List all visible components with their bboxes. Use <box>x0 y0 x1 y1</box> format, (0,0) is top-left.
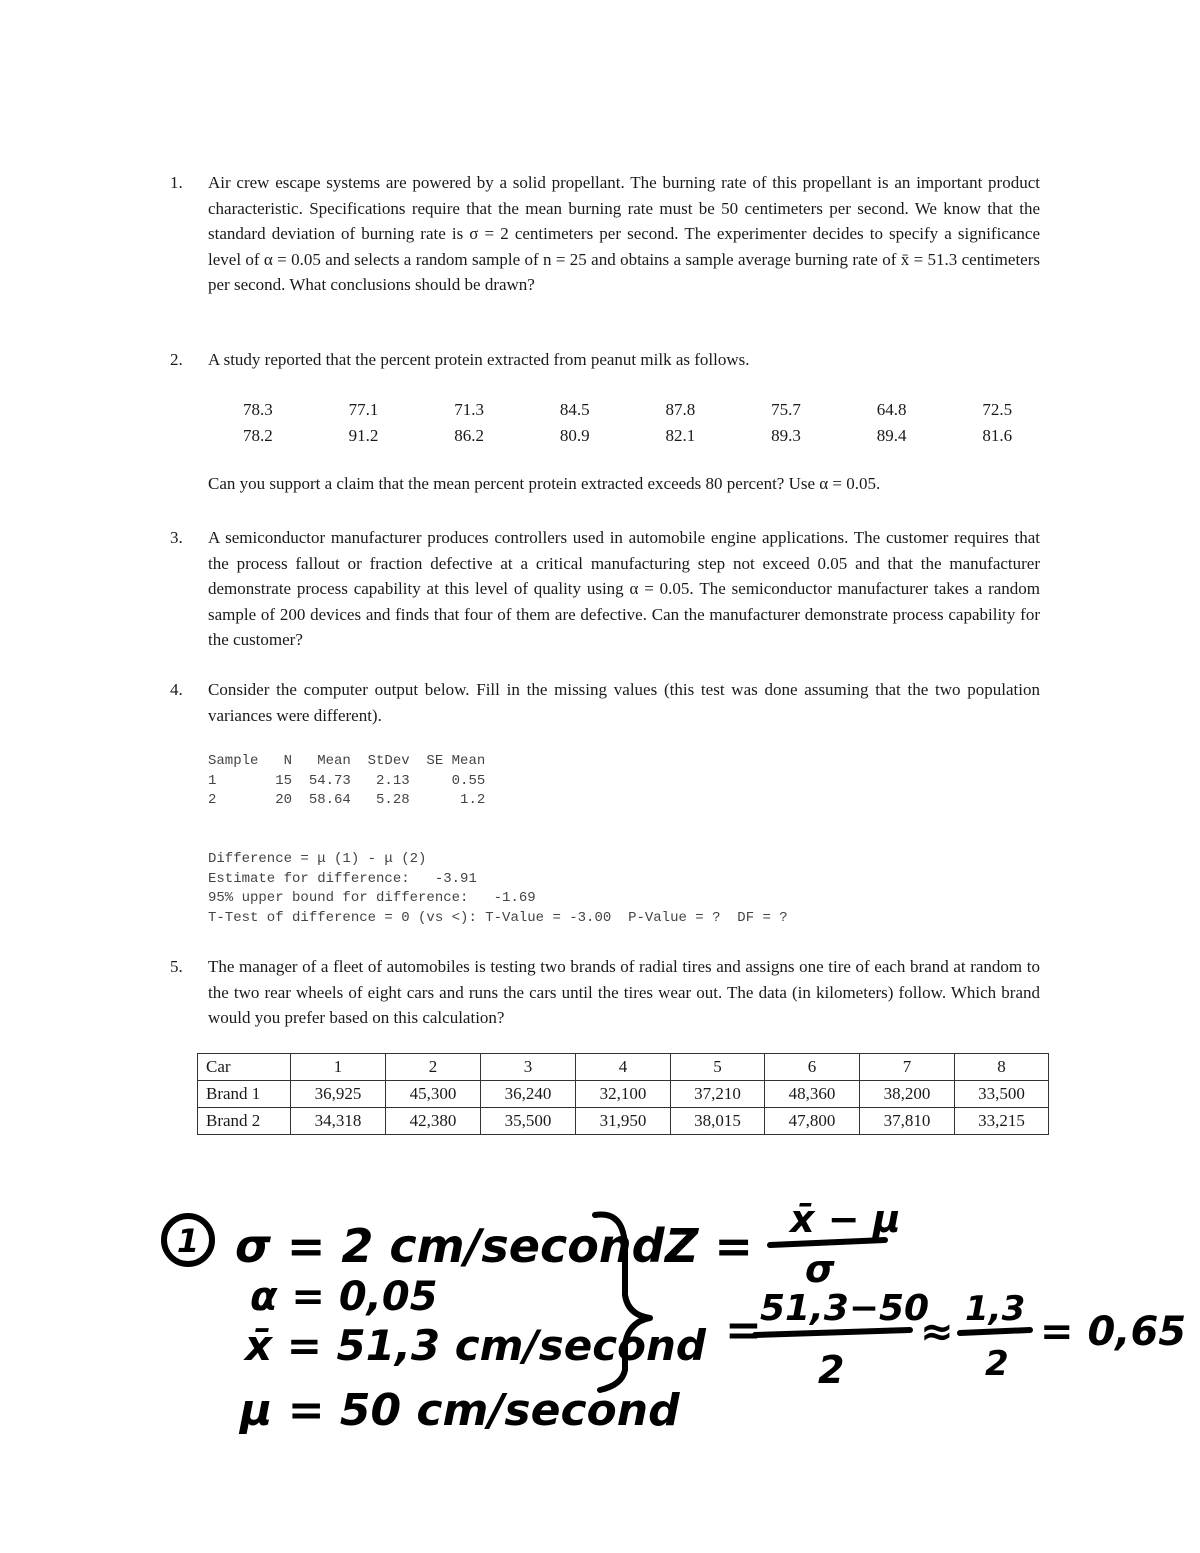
table-cell: 7 <box>860 1054 955 1081</box>
output-header: Sample N Mean StDev SE Mean <box>208 753 486 769</box>
question-2-followup: Can you support a claim that the mean percent protein extracted exceeds 80 percent? Use α = 0.05. <box>208 474 881 493</box>
question-text: A semiconductor manufacturer produces controllers used in automobile engine applications. The customer requires that the process fallout or fraction defective at a critical manufacturing step not exceed 0.05 and that the manufacturer demonstrate process capability at this level of quality using α = 0.05. The semiconductor manufacturer takes a random sample of 200 devices and finds that four of them are defective. Can the manufacturer demonstrate process capability for the customer? <box>208 528 1040 649</box>
step-fraction-bar <box>755 1330 910 1335</box>
table-cell: 87.8 <box>665 400 696 419</box>
table-cell: 37,810 <box>860 1108 955 1135</box>
output-row: 1 15 54.73 2.13 0.55 <box>208 772 486 789</box>
table-cell: 81.6 <box>982 426 1013 445</box>
fraction-numerator: 1,3 <box>965 1289 1026 1329</box>
table-cell: 78.3 <box>242 400 273 419</box>
table-cell: 80.9 <box>559 426 590 445</box>
step-denominator: 2 <box>818 1348 845 1392</box>
table-cell: 48,360 <box>765 1081 860 1108</box>
table-cell: 75.7 <box>771 400 801 419</box>
formula-denominator: σ <box>805 1247 835 1291</box>
table-cell: 1 <box>291 1054 386 1081</box>
circled-number-marker <box>164 1216 212 1264</box>
result-value: = 0,65 <box>1040 1309 1187 1355</box>
table-cell: 82.1 <box>665 426 696 445</box>
given-sigma: σ = 2 cm/second <box>235 1219 665 1273</box>
question-text: Air crew escape systems are powered by a solid propellant. The burning rate of this propellant is an important product characteristic. Specifications require that the mean burning rate must be 50 centimeters per second. We know that the standard deviation of burning rate is σ = 2 centimeters per second. The experimenter decides to specify a significance level of α = 0.05 and selects a random sample of n = 25 and obtains a sample average burning rate of x̄ = 51.3 centimeters per second. What conclusions should be drawn? <box>208 173 1040 294</box>
table-cell: 35,500 <box>481 1108 576 1135</box>
approx-sign: ≈ <box>920 1309 954 1355</box>
output-row: 2 20 58.64 5.28 1.2 <box>208 792 486 808</box>
step-numerator: 51,3−50 <box>760 1288 930 1329</box>
table-cell: 8 <box>955 1054 1049 1081</box>
output-line: Difference = μ (1) - μ (2) <box>208 851 427 867</box>
table-cell: 84.5 <box>559 400 590 419</box>
table-cell: 71.3 <box>454 400 484 419</box>
table-cell: 72.5 <box>982 400 1013 419</box>
fraction-denominator: 2 <box>985 1344 1009 1384</box>
question-number: 3. <box>170 528 183 547</box>
table-cell: 77.1 <box>348 400 379 419</box>
table-cell: 89.3 <box>771 426 801 445</box>
table-cell: 33,215 <box>955 1108 1049 1135</box>
formula-numerator: x̄ − μ <box>790 1197 901 1241</box>
output-line: T-Test of difference = 0 (vs <): T-Value = -3.00 P-Value = ? DF = ? <box>208 909 788 926</box>
question-number: 2. <box>170 350 183 369</box>
table-cell: 33,500 <box>955 1081 1049 1108</box>
question-text: Consider the computer output below. Fill in the missing values (this test was done assuming that the two population variances were different). <box>208 680 1040 725</box>
table-cell: 42,380 <box>386 1108 481 1135</box>
marker-number: 1 <box>176 1222 200 1260</box>
table-cell: 78.2 <box>242 426 273 445</box>
question-text: The manager of a fleet of automobiles is testing two brands of radial tires and assigns one tire of each brand at random to the two rear wheels of eight cars and runs the cars until the tires wear out. The data (in kilometers) follow. Which brand would you prefer based on this calculation? <box>208 957 1040 1027</box>
fraction-bar <box>960 1330 1030 1333</box>
table-cell: 64.8 <box>876 400 907 419</box>
table-cell: 37,210 <box>671 1081 765 1108</box>
table-cell: Car <box>198 1054 291 1081</box>
z-label: Z = <box>665 1219 753 1273</box>
table-cell: 36,240 <box>481 1081 576 1108</box>
table-cell: 32,100 <box>576 1081 671 1108</box>
output-line: 95% upper bound for difference: -1.69 <box>208 890 536 906</box>
step-equals: = <box>725 1305 762 1356</box>
table-cell: 45,300 <box>386 1081 481 1108</box>
table-cell: 2 <box>386 1054 481 1081</box>
table-cell: 6 <box>765 1054 860 1081</box>
table-cell: 36,925 <box>291 1081 386 1108</box>
table-cell: 91.2 <box>348 426 379 445</box>
table-cell: Brand 2 <box>198 1108 291 1135</box>
given-mu: μ = 50 cm/second <box>240 1385 680 1436</box>
table-cell: 34,318 <box>291 1108 386 1135</box>
given-xbar: x̄ = 51,3 cm/second <box>245 1321 706 1370</box>
question-number: 5. <box>170 957 183 976</box>
question-number: 1. <box>170 173 183 192</box>
table-cell: 5 <box>671 1054 765 1081</box>
table-cell: 38,015 <box>671 1108 765 1135</box>
table-cell: 3 <box>481 1054 576 1081</box>
given-alpha: α = 0,05 <box>250 1274 438 1320</box>
question-number: 4. <box>170 680 183 699</box>
table-cell: 38,200 <box>860 1081 955 1108</box>
question-text: A study reported that the percent protein extracted from peanut milk as follows. <box>208 350 750 369</box>
table-cell: 89.4 <box>876 426 907 445</box>
table-cell: 31,950 <box>576 1108 671 1135</box>
table-cell: 4 <box>576 1054 671 1081</box>
table-cell: 86.2 <box>454 426 484 445</box>
table-cell: 47,800 <box>765 1108 860 1135</box>
formula-fraction-bar <box>770 1240 885 1245</box>
output-line: Estimate for difference: -3.91 <box>208 870 477 887</box>
table-cell: Brand 1 <box>198 1081 291 1108</box>
